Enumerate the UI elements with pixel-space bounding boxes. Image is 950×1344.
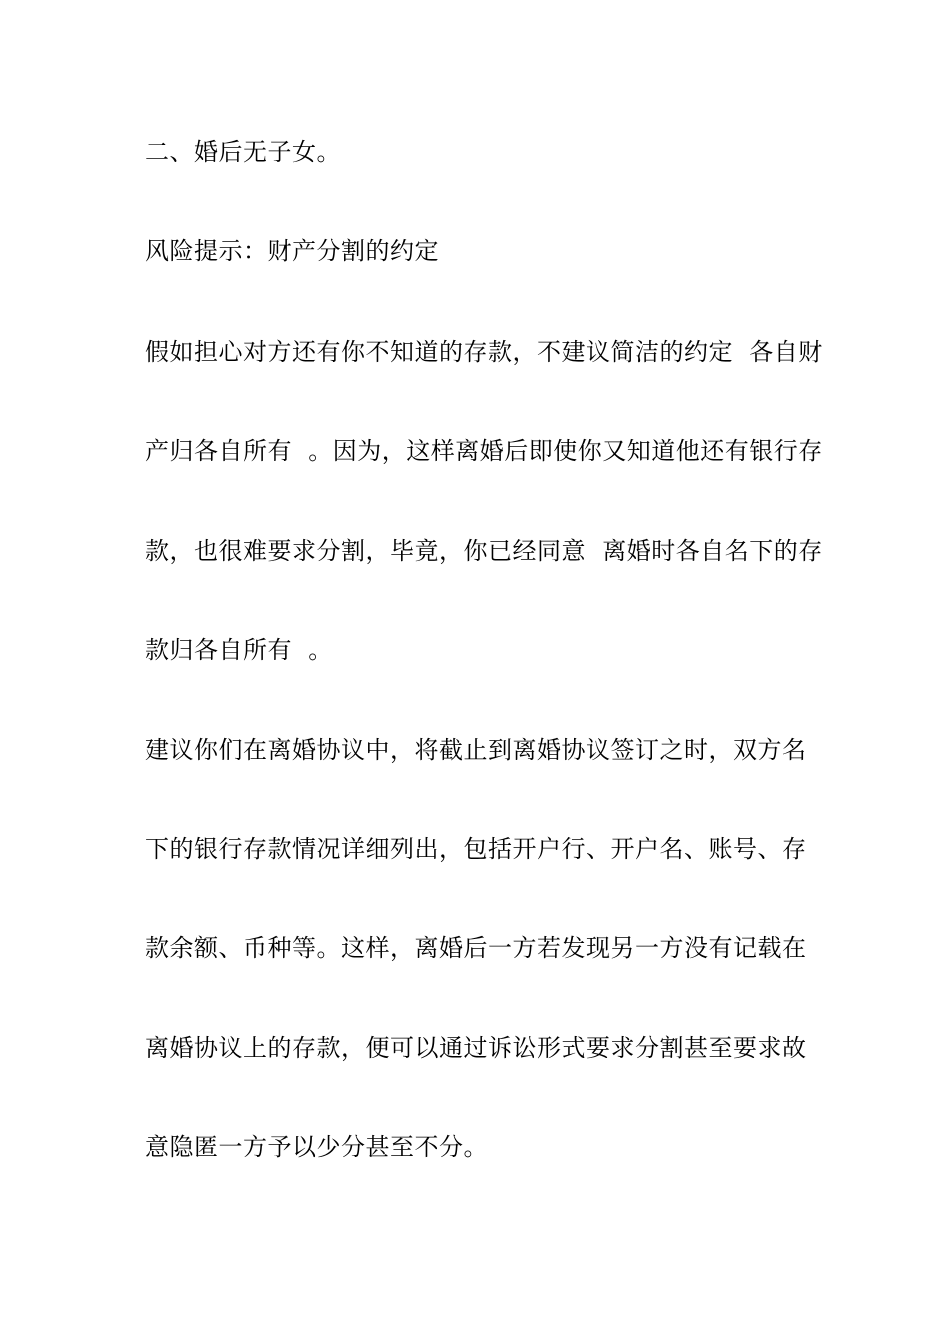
paragraph2-line-4: 离婚协议上的存款，便可以通过诉讼形式要求分割甚至要求故 <box>145 1034 807 1062</box>
paragraph1-line-1: 假如担心对方还有你不知道的存款，不建议简洁的约定 各自财 <box>145 338 823 366</box>
paragraph2-line-1: 建议你们在离婚协议中，将截止到离婚协议签订之时，双方名 <box>145 736 807 764</box>
section-heading: 二、婚后无子女。 <box>145 138 341 166</box>
paragraph1-line-4: 款归各自所有 。 <box>145 636 333 664</box>
paragraph2-line-5: 意隐匿一方予以少分甚至不分。 <box>145 1133 488 1161</box>
paragraph1-line-3: 款，也很难要求分割，毕竟，你已经同意 离婚时各自名下的存 <box>145 537 823 565</box>
paragraph2-line-2: 下的银行存款情况详细列出，包括开户行、开户名、账号、存 <box>145 835 807 863</box>
paragraph2-line-3: 款余额、币种等。这样，离婚后一方若发现另一方没有记载在 <box>145 934 807 962</box>
paragraph1-line-2: 产归各自所有 。因为，这样离婚后即使你又知道他还有银行存 <box>145 437 823 465</box>
risk-tip-subheading: 风险提示：财产分割的约定 <box>145 237 439 265</box>
